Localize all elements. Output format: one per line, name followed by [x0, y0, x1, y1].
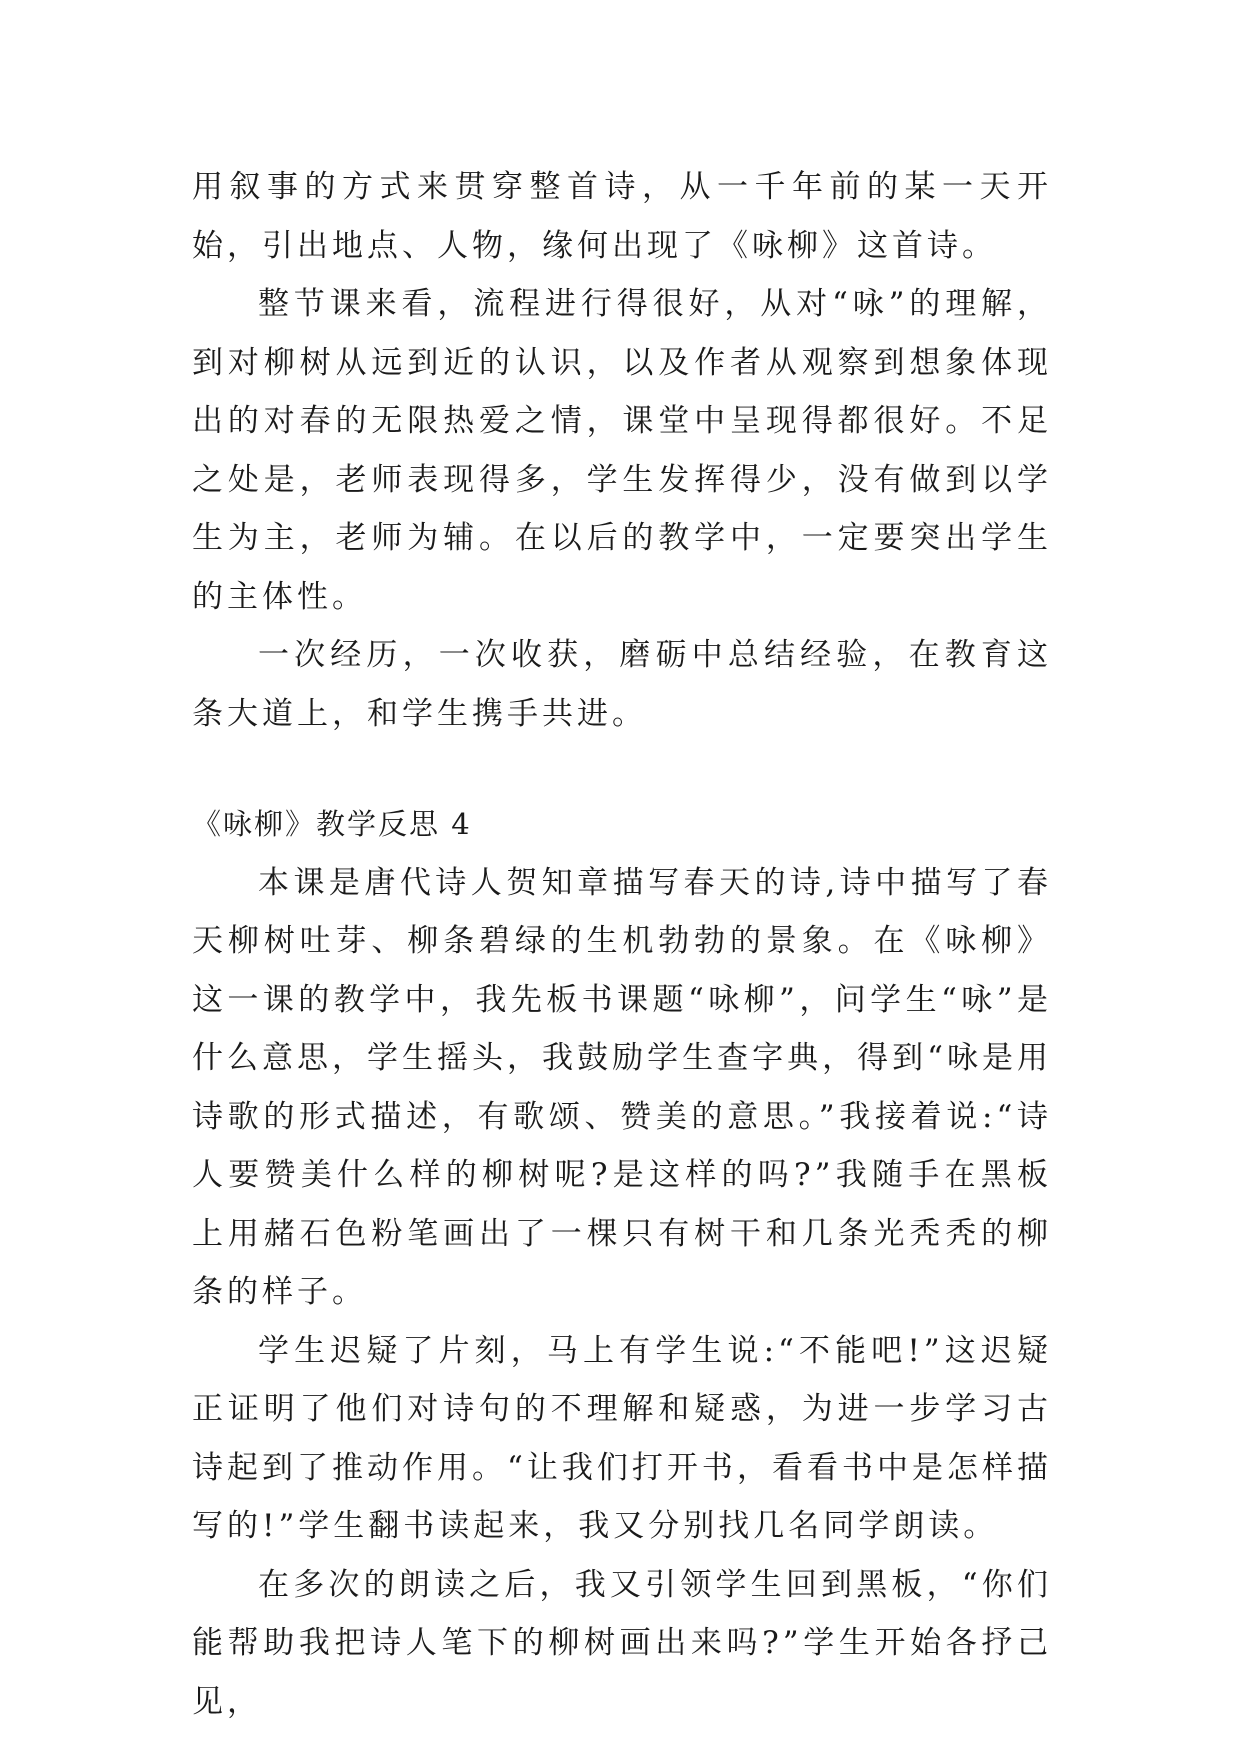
paragraph-intro: 本课是唐代诗人贺知章描写春天的诗,诗中描写了春天柳树吐芽、柳条碧绿的生机勃勃的景象。在《咏柳》这一课的教学中，我先板书课题“咏柳”，问学生“咏”是什么意思，学生摇头，我鼓励学生查字典，得到“咏是用诗歌的形式描述，有歌颂、赞美的意思。”我接着说:“诗人要赞美什么样的柳树呢?是这样的吗?”我随手在黑板上用赭石色粉笔画出了一棵只有树干和几条光秃秃的柳条的样子。 — [192, 864, 1052, 1310]
document-body — [192, 158, 1052, 1731]
paragraph-reading: 在多次的朗读之后，我又引领学生回到黑板，“你们能帮助我把诗人笔下的柳树画出来吗?”学生开始各抒己见， — [192, 1566, 1052, 1720]
paragraph-closing: 一次经历，一次收获，磨砺中总结经验，在教育这条大道上，和学生携手共进。 — [192, 637, 1052, 732]
paragraph-lesson-review: 整节课来看，流程进行得很好，从对“咏”的理解，到对柳树从远到近的认识，以及作者从观察到想象体现出的对春的无限热爱之情，课堂中呈现得都很好。不足之处是，老师表现得多，学生发挥得少，没有做到以学生为主，老师为辅。在以后的教学中，一定要突出学生的主体性。 — [192, 286, 1052, 615]
paragraph-student-reaction: 学生迟疑了片刻，马上有学生说:“不能吧!”这迟疑正证明了他们对诗句的不理解和疑惑，为进一步学习古诗起到了推动作用。“让我们打开书，看看书中是怎样描写的!”学生翻书读起来，我又分别找几名同学朗读。 — [192, 1332, 1052, 1544]
paragraph-continuation: 用叙事的方式来贯穿整首诗，从一千年前的某一天开始，引出地点、人物，缘何出现了《咏柳》这首诗。 — [192, 169, 1052, 264]
section-heading: 《咏柳》教学反思 4 — [192, 807, 472, 841]
